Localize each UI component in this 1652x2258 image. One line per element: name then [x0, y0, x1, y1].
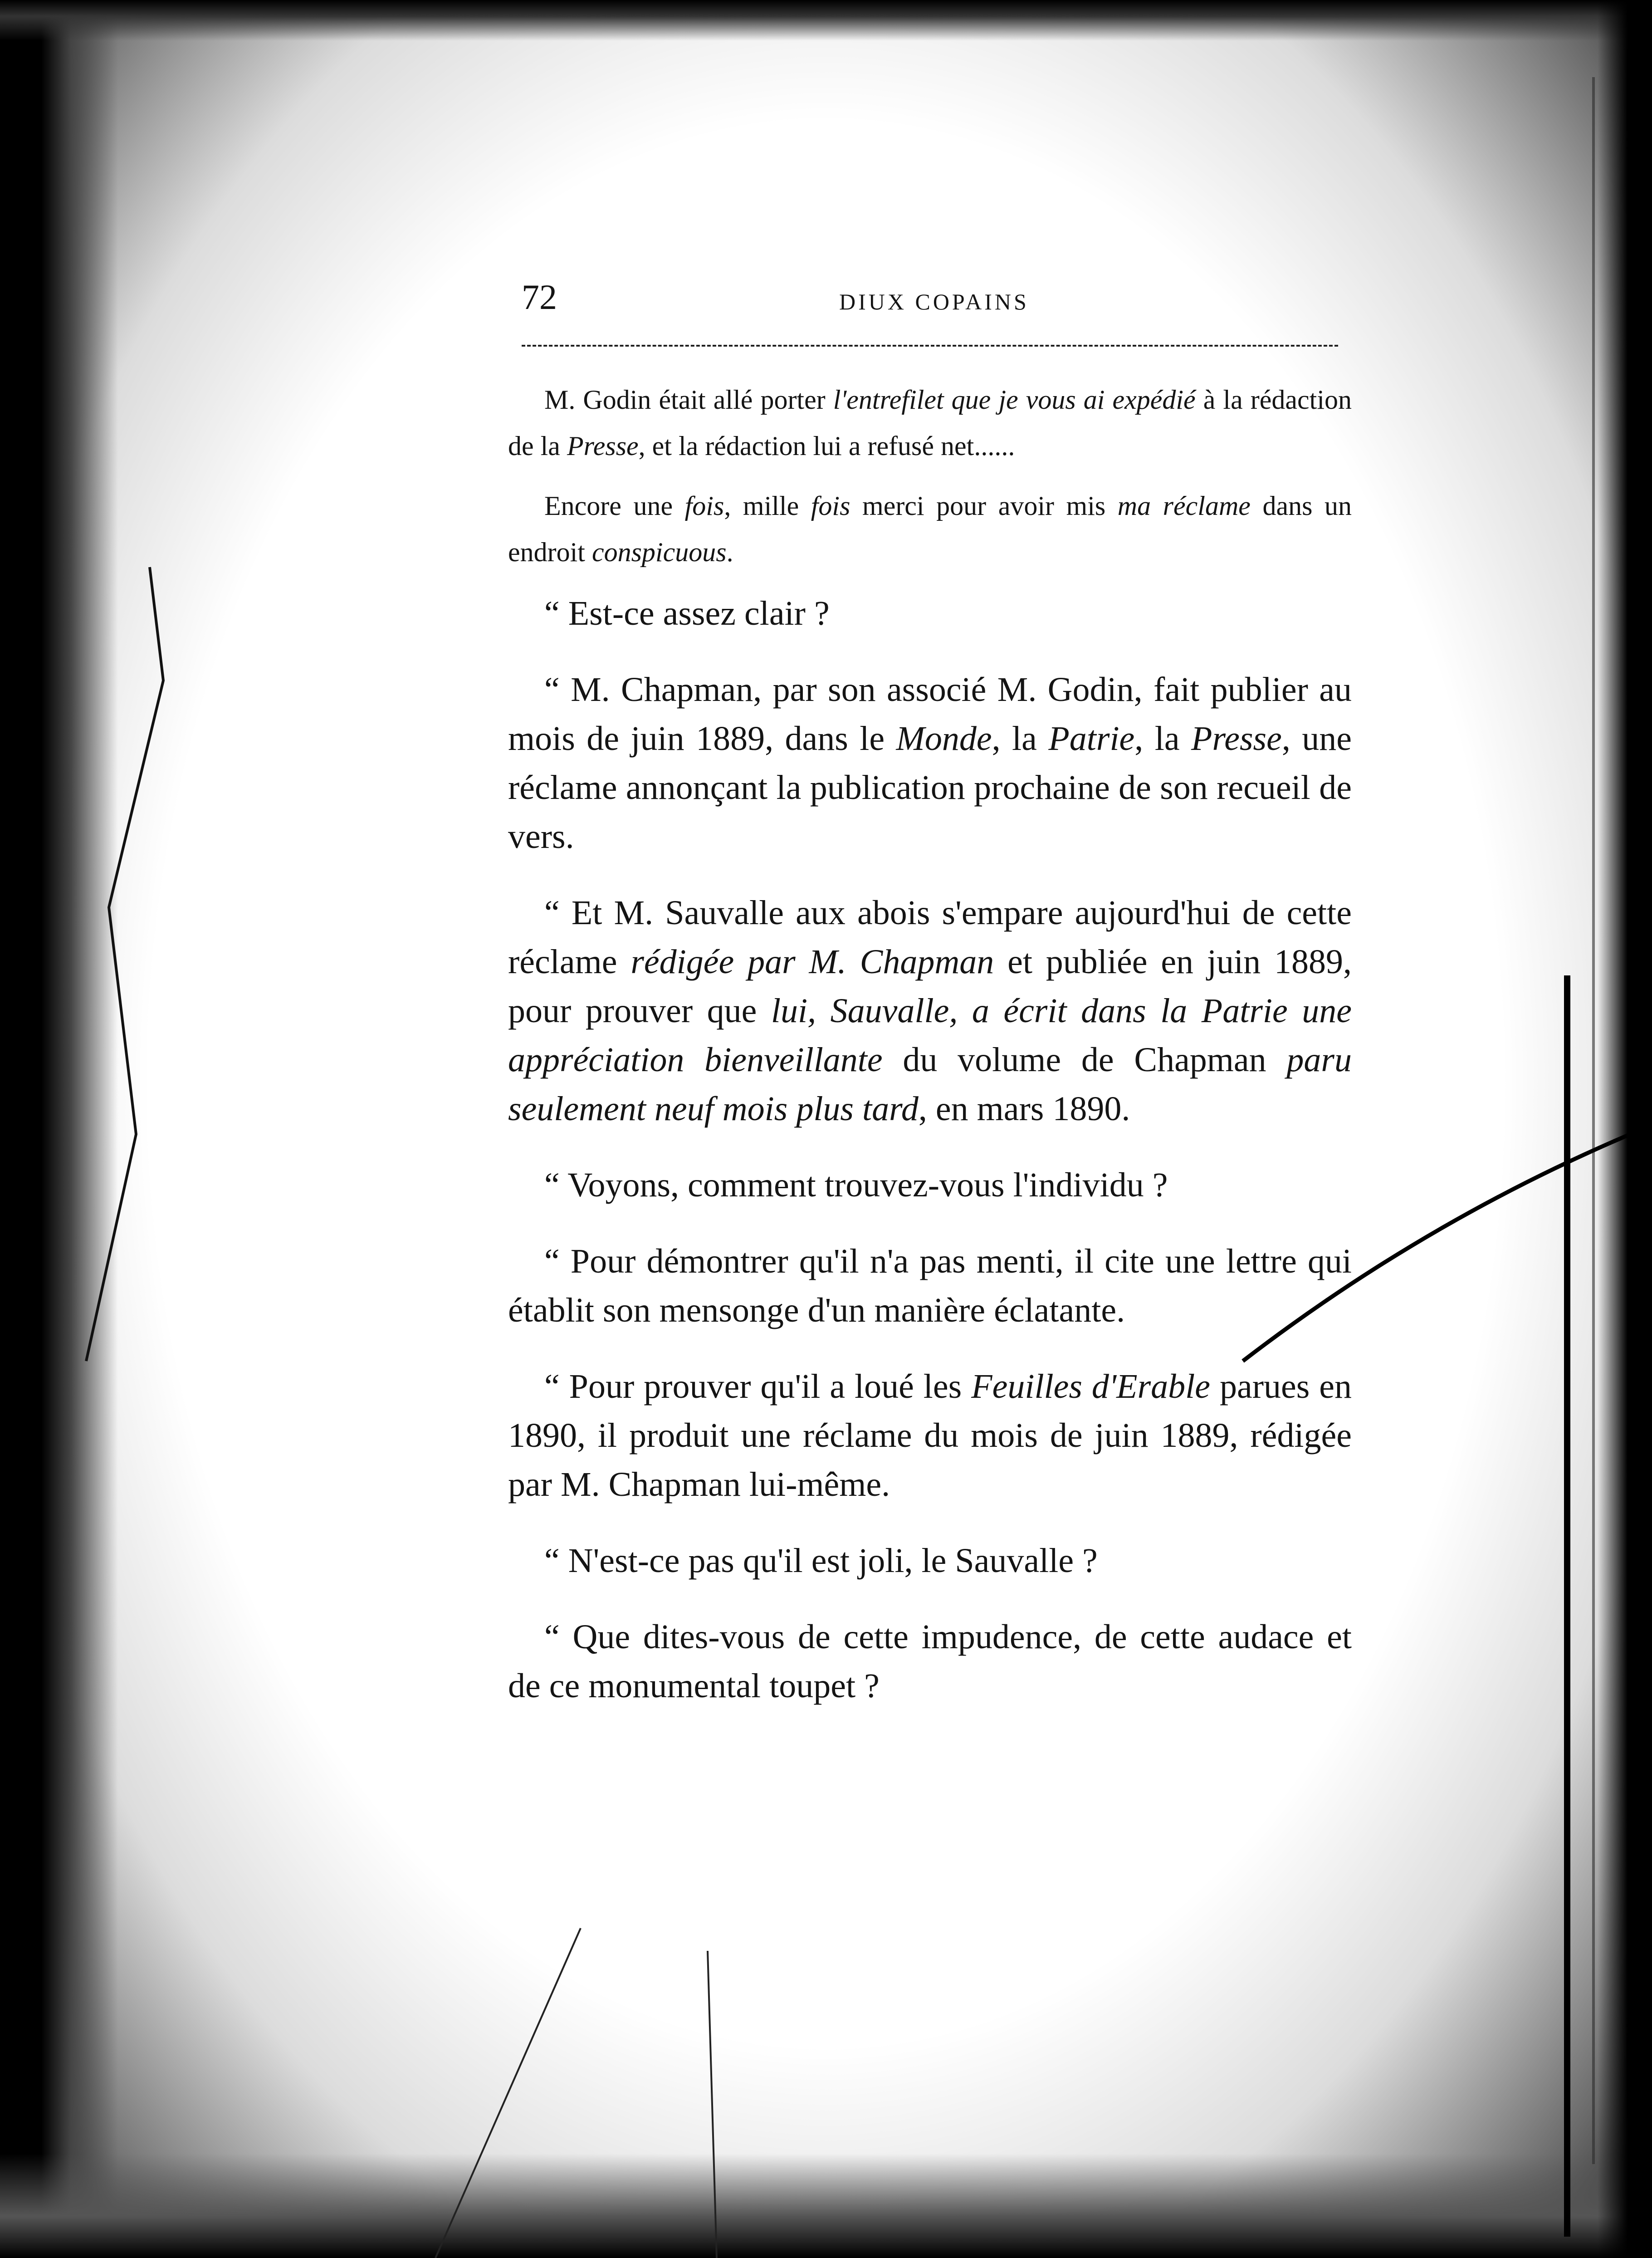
italic-text-segment: ma réclame: [1117, 491, 1251, 521]
margin-crease: [435, 1928, 581, 2258]
text-segment: “ N'est-ce pas qu'il est joli, le Sauvalle ?: [544, 1542, 1098, 1580]
italic-text-segment: fois: [811, 491, 850, 521]
italic-text-segment: Feuilles d'Erable: [971, 1367, 1211, 1406]
text-segment: M. Godin était allé porter: [544, 385, 833, 415]
text-segment: .: [726, 537, 733, 567]
paragraph: [508, 1362, 1352, 1509]
text-segment: , une réclame annonçant la publication prochaine de son recueil de vers.: [508, 720, 1352, 856]
text-segment: du volume de Chapman: [882, 1041, 1287, 1079]
text-segment: , la: [1134, 720, 1192, 758]
italic-text-segment: Monde: [896, 720, 992, 758]
body-text: [508, 377, 1352, 1738]
italic-text-segment: rédigée par M. Chapman: [630, 943, 994, 981]
italic-text-segment: Presse: [1191, 720, 1282, 758]
margin-crease: [86, 567, 163, 1361]
text-segment: dans un endroit: [508, 491, 1352, 567]
paragraph: [508, 1237, 1352, 1335]
header-rule: [522, 345, 1338, 347]
text-segment: “ M. Chapman, par son associé M. Godin, fait publier au mois de juin 1889, dans le: [508, 671, 1352, 758]
text-segment: et publiée en juin 1889, pour prouver que: [508, 943, 1352, 1030]
italic-text-segment: fois: [684, 491, 724, 521]
italic-text-segment: lui, Sauvalle, a écrit dans la Patrie une appréciation bienveillante: [508, 992, 1352, 1079]
italic-text-segment: l'entrefilet que je vous ai expédié: [833, 385, 1196, 415]
text-segment: merci pour avoir mis: [850, 491, 1118, 521]
text-segment: , et la rédaction lui a refusé net......: [638, 431, 1015, 461]
italic-text-segment: paru seulement neuf mois plus tard: [508, 1041, 1352, 1128]
text-segment: , la: [992, 720, 1049, 758]
text-segment: , en mars 1890.: [918, 1090, 1130, 1128]
page-header: [522, 277, 1361, 331]
italic-text-segment: conspicuous: [591, 537, 727, 567]
margin-crease: [708, 1951, 717, 2258]
text-segment: , mille: [724, 491, 811, 521]
paragraph: [508, 1161, 1352, 1210]
text-segment: “ Que dites-vous de cette impudence, de cette audace et de ce monumental toupet ?: [508, 1618, 1352, 1705]
text-segment: “ Est-ce assez clair ?: [544, 594, 830, 632]
text-segment: “ Voyons, comment trouvez-vous l'individu ?: [544, 1166, 1168, 1204]
italic-text-segment: Presse: [567, 431, 639, 461]
text-segment: Encore une: [544, 491, 685, 521]
text-segment: “ Pour démontrer qu'il n'a pas menti, il cite une lettre qui établit son mensonge d'un manière éclatante.: [508, 1242, 1352, 1329]
paragraph: [508, 1612, 1352, 1710]
italic-text-segment: Patrie: [1048, 720, 1135, 758]
text-segment: “ Et M. Sauvalle aux abois s'empare aujourd'hui de cette réclame: [508, 894, 1352, 981]
text-segment: à la rédaction de la: [508, 385, 1352, 461]
paragraph: [508, 483, 1352, 575]
paragraph: [508, 888, 1352, 1133]
paragraph: [508, 377, 1352, 469]
running-head: DIUX COPAINS: [839, 289, 1029, 314]
paragraph: [508, 665, 1352, 861]
text-segment: “ Pour prouver qu'il a loué les: [544, 1367, 972, 1406]
text-segment: parues en 1890, il produit une réclame du mois de juin 1889, rédigée par M. Chapman lui-même.: [508, 1367, 1352, 1504]
page-number: 72: [522, 277, 557, 317]
paragraph: [508, 1536, 1352, 1585]
paragraph: [508, 589, 1352, 638]
